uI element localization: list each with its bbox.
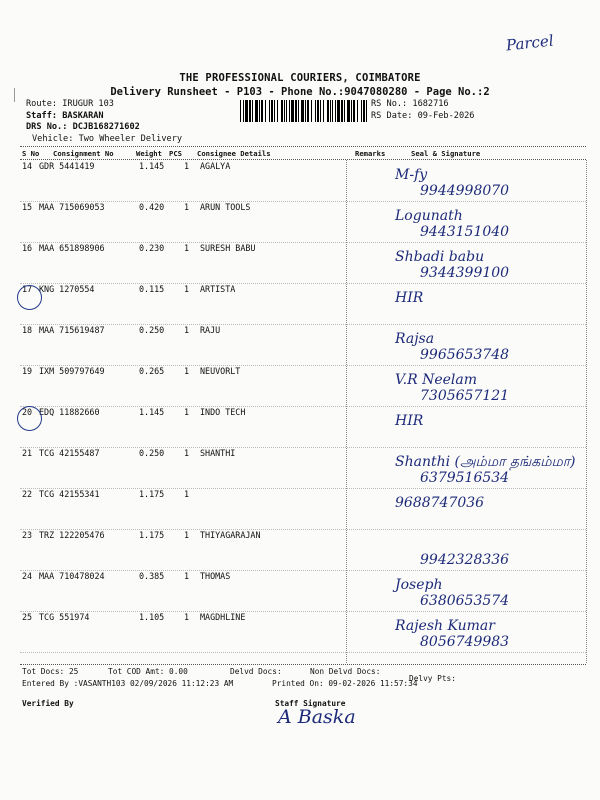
- row-consignee: SURESH BABU: [200, 243, 256, 253]
- barcode-bar: [305, 100, 306, 122]
- barcode-bar: [327, 100, 329, 122]
- row-consignment-no: TRZ 122205476: [39, 530, 105, 540]
- row-weight: 0.230: [139, 243, 165, 253]
- rs-no-field: RS No.: 1682716: [371, 99, 449, 109]
- header-rule-top: [20, 146, 586, 147]
- barcode-bar: [243, 100, 244, 122]
- row-consignee: NEUVORLT: [200, 366, 241, 376]
- barcode-bar: [284, 100, 285, 122]
- barcode-bar: [249, 100, 251, 122]
- row-weight: 0.250: [139, 325, 165, 335]
- row-divider: [20, 652, 586, 653]
- row-consignment-no: TCG 42155487: [39, 448, 100, 458]
- route-field: Route: IRUGUR 103: [26, 99, 114, 109]
- barcode-bar: [261, 100, 263, 122]
- row-pcs: 1: [184, 407, 190, 417]
- entered-by: Entered By :VASANTH103 02/09/2026 11:12:23 AM: [22, 679, 234, 688]
- scan-edge-mark: [14, 88, 15, 102]
- row-signature-phone: 9942328336: [420, 552, 510, 568]
- table-row: [0, 612, 600, 653]
- barcode-bar: [361, 100, 362, 122]
- row-consignment-no: GDR 5441419: [39, 161, 95, 171]
- table-row: [0, 161, 600, 202]
- row-sno: 25: [22, 612, 33, 622]
- row-sno: 23: [22, 530, 33, 540]
- barcode-bar: [291, 100, 294, 122]
- delivered-docs: Delvd Docs:: [230, 667, 282, 676]
- row-signature-phone: 8056749983: [420, 634, 510, 650]
- document-subtitle: Delivery Runsheet - P103 - Phone No.:9047080280 - Page No.:2: [110, 86, 490, 98]
- barcode-bar: [259, 100, 260, 122]
- row-consignee: ARTISTA: [200, 284, 236, 294]
- row-signature: Logunath: [395, 208, 463, 224]
- barcode-bar: [353, 100, 355, 122]
- row-signature-phone: 9344399100: [420, 265, 510, 281]
- row-weight: 0.420: [139, 202, 165, 212]
- row-sno: 19: [22, 366, 33, 376]
- row-pcs: 1: [184, 571, 190, 581]
- barcode-bar: [344, 100, 345, 122]
- row-pcs: 1: [184, 284, 190, 294]
- barcode-bar: [307, 100, 309, 122]
- barcode-bar: [245, 100, 248, 122]
- non-delivered-docs: Non Delvd Docs:: [310, 667, 381, 676]
- barcode-bar: [320, 100, 321, 122]
- row-sno: 15: [22, 202, 33, 212]
- col-sno: S No: [22, 149, 40, 158]
- barcode-bar: [337, 100, 340, 122]
- barcode-bar: [330, 100, 331, 122]
- row-sno: 17: [22, 284, 33, 294]
- row-pcs: 1: [184, 530, 190, 540]
- barcode-bar: [351, 100, 352, 122]
- row-pcs: 1: [184, 366, 190, 376]
- barcode-bar: [286, 100, 287, 122]
- row-consignment-no: MAA 715619487: [39, 325, 105, 335]
- row-consignee: MAGDHLINE: [200, 612, 246, 622]
- row-consignment-no: IXM 509797649: [39, 366, 105, 376]
- row-sno: 16: [22, 243, 33, 253]
- row-consignee: AGALYA: [200, 161, 231, 171]
- col-pcs: PCS: [169, 149, 182, 158]
- row-signature: Joseph: [395, 577, 443, 593]
- meta-right: [371, 99, 474, 122]
- row-weight: 1.145: [139, 407, 165, 417]
- col-remarks: Remarks: [355, 149, 386, 158]
- barcode-bar: [323, 100, 324, 122]
- row-consignee: THOMAS: [200, 571, 231, 581]
- row-pcs: 1: [184, 612, 190, 622]
- corner-handwritten-note: Parcel: [505, 31, 555, 55]
- barcode-bar: [366, 100, 367, 122]
- row-weight: 0.385: [139, 571, 165, 581]
- row-signature: Rajesh Kumar: [395, 618, 495, 634]
- barcode-bar: [335, 100, 336, 122]
- row-consignee: INDO TECH: [200, 407, 246, 417]
- barcode-bar: [265, 100, 266, 122]
- barcode-bar: [298, 100, 299, 122]
- row-signature-phone: 7305657121: [420, 388, 510, 404]
- row-signature-phone: 9965653748: [420, 347, 510, 363]
- row-signature: HIR: [395, 413, 424, 429]
- document-title: THE PROFESSIONAL COURIERS, COIMBATORE: [179, 72, 421, 84]
- row-signature-phone: 6379516534: [420, 470, 510, 486]
- row-consignment-no: EDQ 11882660: [39, 407, 100, 417]
- col-consignee: Consignee Details: [197, 149, 271, 158]
- table-row: [0, 448, 600, 489]
- barcode-bar: [277, 100, 278, 122]
- row-sno: 14: [22, 161, 33, 171]
- col-weight: Weight: [136, 149, 162, 158]
- barcode-bar: [289, 100, 290, 122]
- col-seal-signature: Seal & Signature: [411, 149, 481, 158]
- delivery-points: Delvy Pts:: [409, 674, 456, 683]
- barcode-bar: [347, 100, 350, 122]
- row-consignment-no: TCG 551974: [39, 612, 90, 622]
- row-weight: 1.175: [139, 530, 165, 540]
- row-consignment-no: TCG 42155341: [39, 489, 100, 499]
- drs-field: DRS No.: DCJB168271602: [26, 122, 140, 132]
- table-row: [0, 489, 600, 530]
- pen-circle-17: [17, 285, 42, 310]
- total-docs: Tot Docs: 25: [22, 667, 79, 676]
- row-signature: Shanthi (அம்மா தங்கம்மா): [395, 454, 576, 470]
- row-consignment-no: MAA 715069053: [39, 202, 105, 212]
- barcode-bar: [255, 100, 258, 122]
- row-signature: 9688747036: [395, 495, 485, 511]
- row-sno: 18: [22, 325, 33, 335]
- total-cod: Tot COD Amt: 0.00: [108, 667, 188, 676]
- barcode-bar: [240, 100, 241, 122]
- row-consignee: ARUN TOOLS: [200, 202, 251, 212]
- barcode-bar: [274, 100, 275, 122]
- row-consignee: SHANTHI: [200, 448, 236, 458]
- row-sno: 20: [22, 407, 33, 417]
- row-weight: 0.115: [139, 284, 165, 294]
- row-signature: HIR: [395, 290, 424, 306]
- table-row: [0, 571, 600, 612]
- table-row: [0, 284, 600, 325]
- row-signature: M-fy: [395, 167, 428, 183]
- row-weight: 0.265: [139, 366, 165, 376]
- barcode-bar: [295, 100, 297, 122]
- row-pcs: 1: [184, 161, 190, 171]
- row-signature-phone: 6380653574: [420, 593, 510, 609]
- verified-by-label: Verified By: [22, 699, 74, 708]
- row-signature: V.R Neelam: [395, 372, 478, 388]
- table-row: [0, 530, 600, 571]
- table-row: [0, 366, 600, 407]
- row-weight: 0.250: [139, 448, 165, 458]
- barcode-bar: [301, 100, 304, 122]
- staff-handwritten-signature: A Baska: [278, 706, 356, 728]
- table-row: [0, 325, 600, 366]
- barcode-bar: [332, 100, 333, 122]
- barcode-bar: [281, 100, 283, 122]
- row-consignee: THIYAGARAJAN: [200, 530, 261, 540]
- barcode-bar: [317, 100, 319, 122]
- header-rule-bottom: [20, 159, 586, 160]
- rs-date-field: RS Date: 09-Feb-2026: [371, 110, 475, 121]
- barcode-bar: [252, 100, 253, 122]
- row-signature: Shbadi babu: [395, 249, 485, 265]
- footer-rule: [20, 664, 586, 665]
- staff-signature-label: Staff Signature: [275, 699, 346, 708]
- row-pcs: 1: [184, 243, 190, 253]
- row-pcs: 1: [184, 202, 190, 212]
- barcode-bar: [311, 100, 312, 122]
- barcode-bar: [363, 100, 365, 122]
- row-weight: 1.175: [139, 489, 165, 499]
- printed-on: Printed On: 09-02-2026 11:57:34: [272, 679, 418, 688]
- row-signature: Rajsa: [395, 331, 435, 347]
- col-consignment: Consignment No: [53, 149, 114, 158]
- row-sno: 24: [22, 571, 33, 581]
- row-pcs: 1: [184, 489, 190, 499]
- barcode-bar: [357, 100, 358, 122]
- staff-field: Staff: BASKARAN: [26, 110, 104, 121]
- barcode-bar: [315, 100, 316, 122]
- row-pcs: 1: [184, 448, 190, 458]
- row-pcs: 1: [184, 325, 190, 335]
- row-signature-phone: 9443151040: [420, 224, 510, 240]
- barcode: [240, 100, 368, 122]
- barcode-bar: [341, 100, 343, 122]
- row-consignment-no: MAA 651898906: [39, 243, 105, 253]
- row-sno: 22: [22, 489, 33, 499]
- row-weight: 1.145: [139, 161, 165, 171]
- row-consignment-no: MAA 710478024: [39, 571, 105, 581]
- vehicle-field: Vehicle: Two Wheeler Delivery: [32, 133, 183, 144]
- row-sno: 21: [22, 448, 33, 458]
- row-consignment-no: KNG 1270554: [39, 284, 95, 294]
- table-row: [0, 202, 600, 243]
- table-row: [0, 407, 600, 448]
- table-row: [0, 243, 600, 284]
- pen-circle-20: [17, 406, 42, 431]
- barcode-bar: [269, 100, 270, 122]
- row-weight: 1.105: [139, 612, 165, 622]
- row-signature-phone: 9944998070: [420, 183, 510, 199]
- meta-left: [26, 99, 182, 145]
- barcode-bar: [271, 100, 273, 122]
- row-consignee: RAJU: [200, 325, 221, 335]
